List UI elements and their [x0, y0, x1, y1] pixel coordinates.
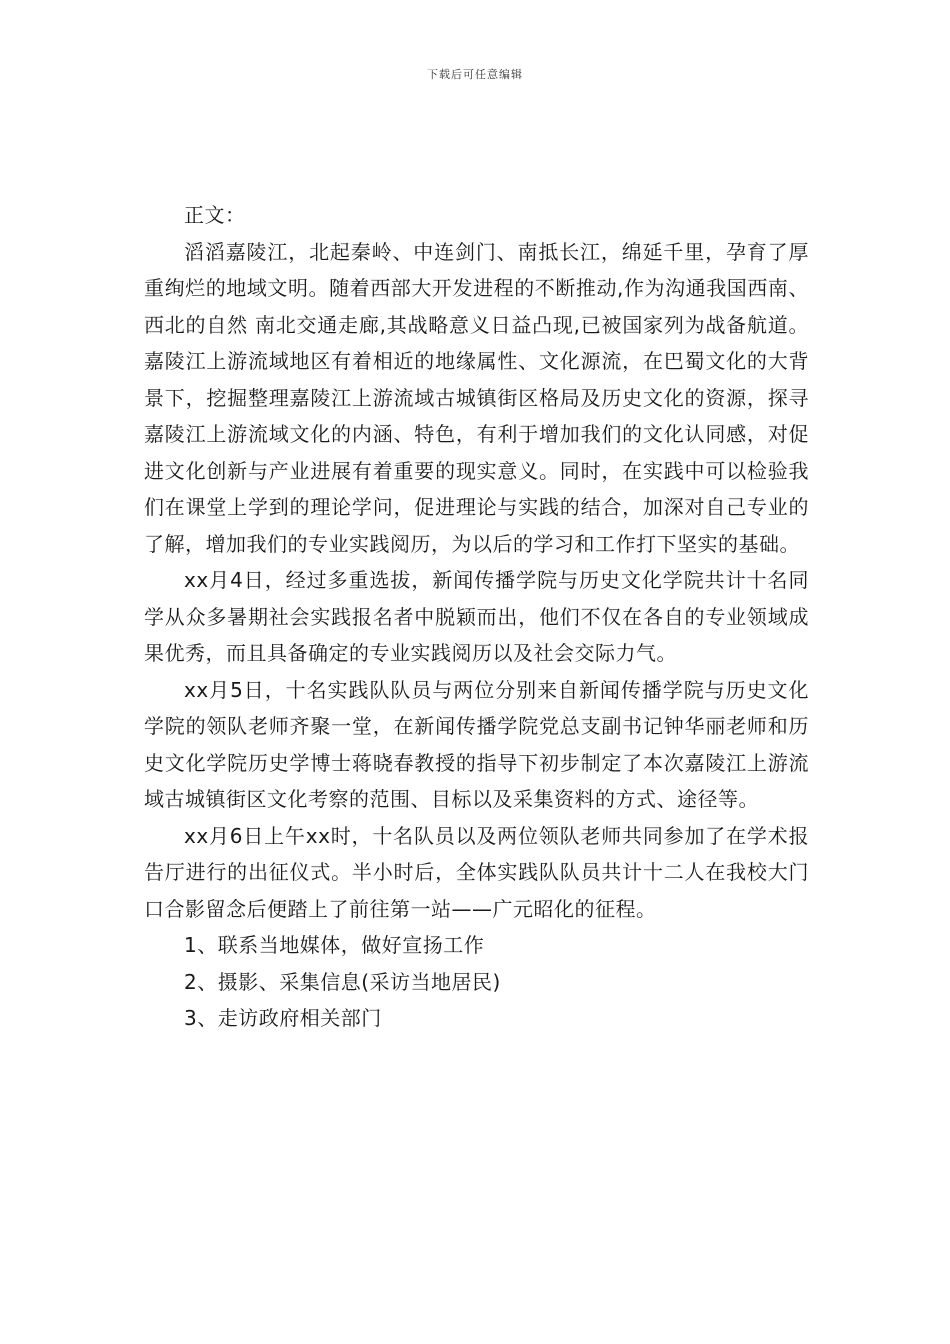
paragraph-departure: xx月6日上午xx时，十名队员以及两位领队老师共同参加了在学术报告厅进行的出征仪式。半小时后，全体实践队队员共计十二人在我校大门口合影留念后便踏上了前往第一站——广元昭化的征程。	[144, 823, 809, 921]
list-item-photography: 2、摄影、采集信息(采访当地居民)	[184, 969, 501, 994]
page-header-note: 下载后可任意编辑	[427, 68, 523, 81]
list-item-government-visit: 3、走访政府相关部门	[184, 1006, 382, 1030]
list-item-media: 1、联系当地媒体，做好宣扬工作	[184, 933, 485, 957]
paragraph-planning: xx月5日，十名实践队队员与两位分别来自新闻传播学院与历史文化学院的领队老师齐聚一堂，在新闻传播学院党总支副书记钟华丽老师和历史文化学院历史学博士蒋晓春教授的指导下初步制定了本次嘉陵江上游流域古城镇街区文化考察的范围、目标以及采集资料的方式、途径等。	[144, 677, 809, 811]
section-heading: 正文：	[184, 203, 246, 227]
document-body	[144, 197, 809, 1037]
paragraph-intro: 滔滔嘉陵江，北起秦岭、中连剑门、南抵长江，绵延千里，孕育了厚重绚烂的地域文明。随着西部大开发进程的不断推动,作为沟通我国西南、西北的自然 南北交通走廊,其战略意义日益凸现,已被国家列为战备航道。嘉陵江上游流域地区有着相近的地缘属性、文化源流，在巴蜀文化的大背景下，挖掘整理嘉陵江上游流域古城镇街区格局及历史文化的资源，探寻嘉陵江上游流域文化的内涵、特色，有利于增加我们的文化认同感，对促进文化创新与产业进展有着重要的现实意义。同时，在实践中可以检验我们在课堂上学到的理论学问，促进理论与实践的结合，加深对自己专业的了解，增加我们的专业实践阅历，为以后的学习和工作打下坚实的基础。	[144, 239, 809, 556]
paragraph-selection: xx月4日，经过多重选拔，新闻传播学院与历史文化学院共计十名同学从众多暑期社会实践报名者中脱颖而出，他们不仅在各自的专业领域成果优秀，而且具备确定的专业实践阅历以及社会交际力气。	[144, 568, 809, 665]
